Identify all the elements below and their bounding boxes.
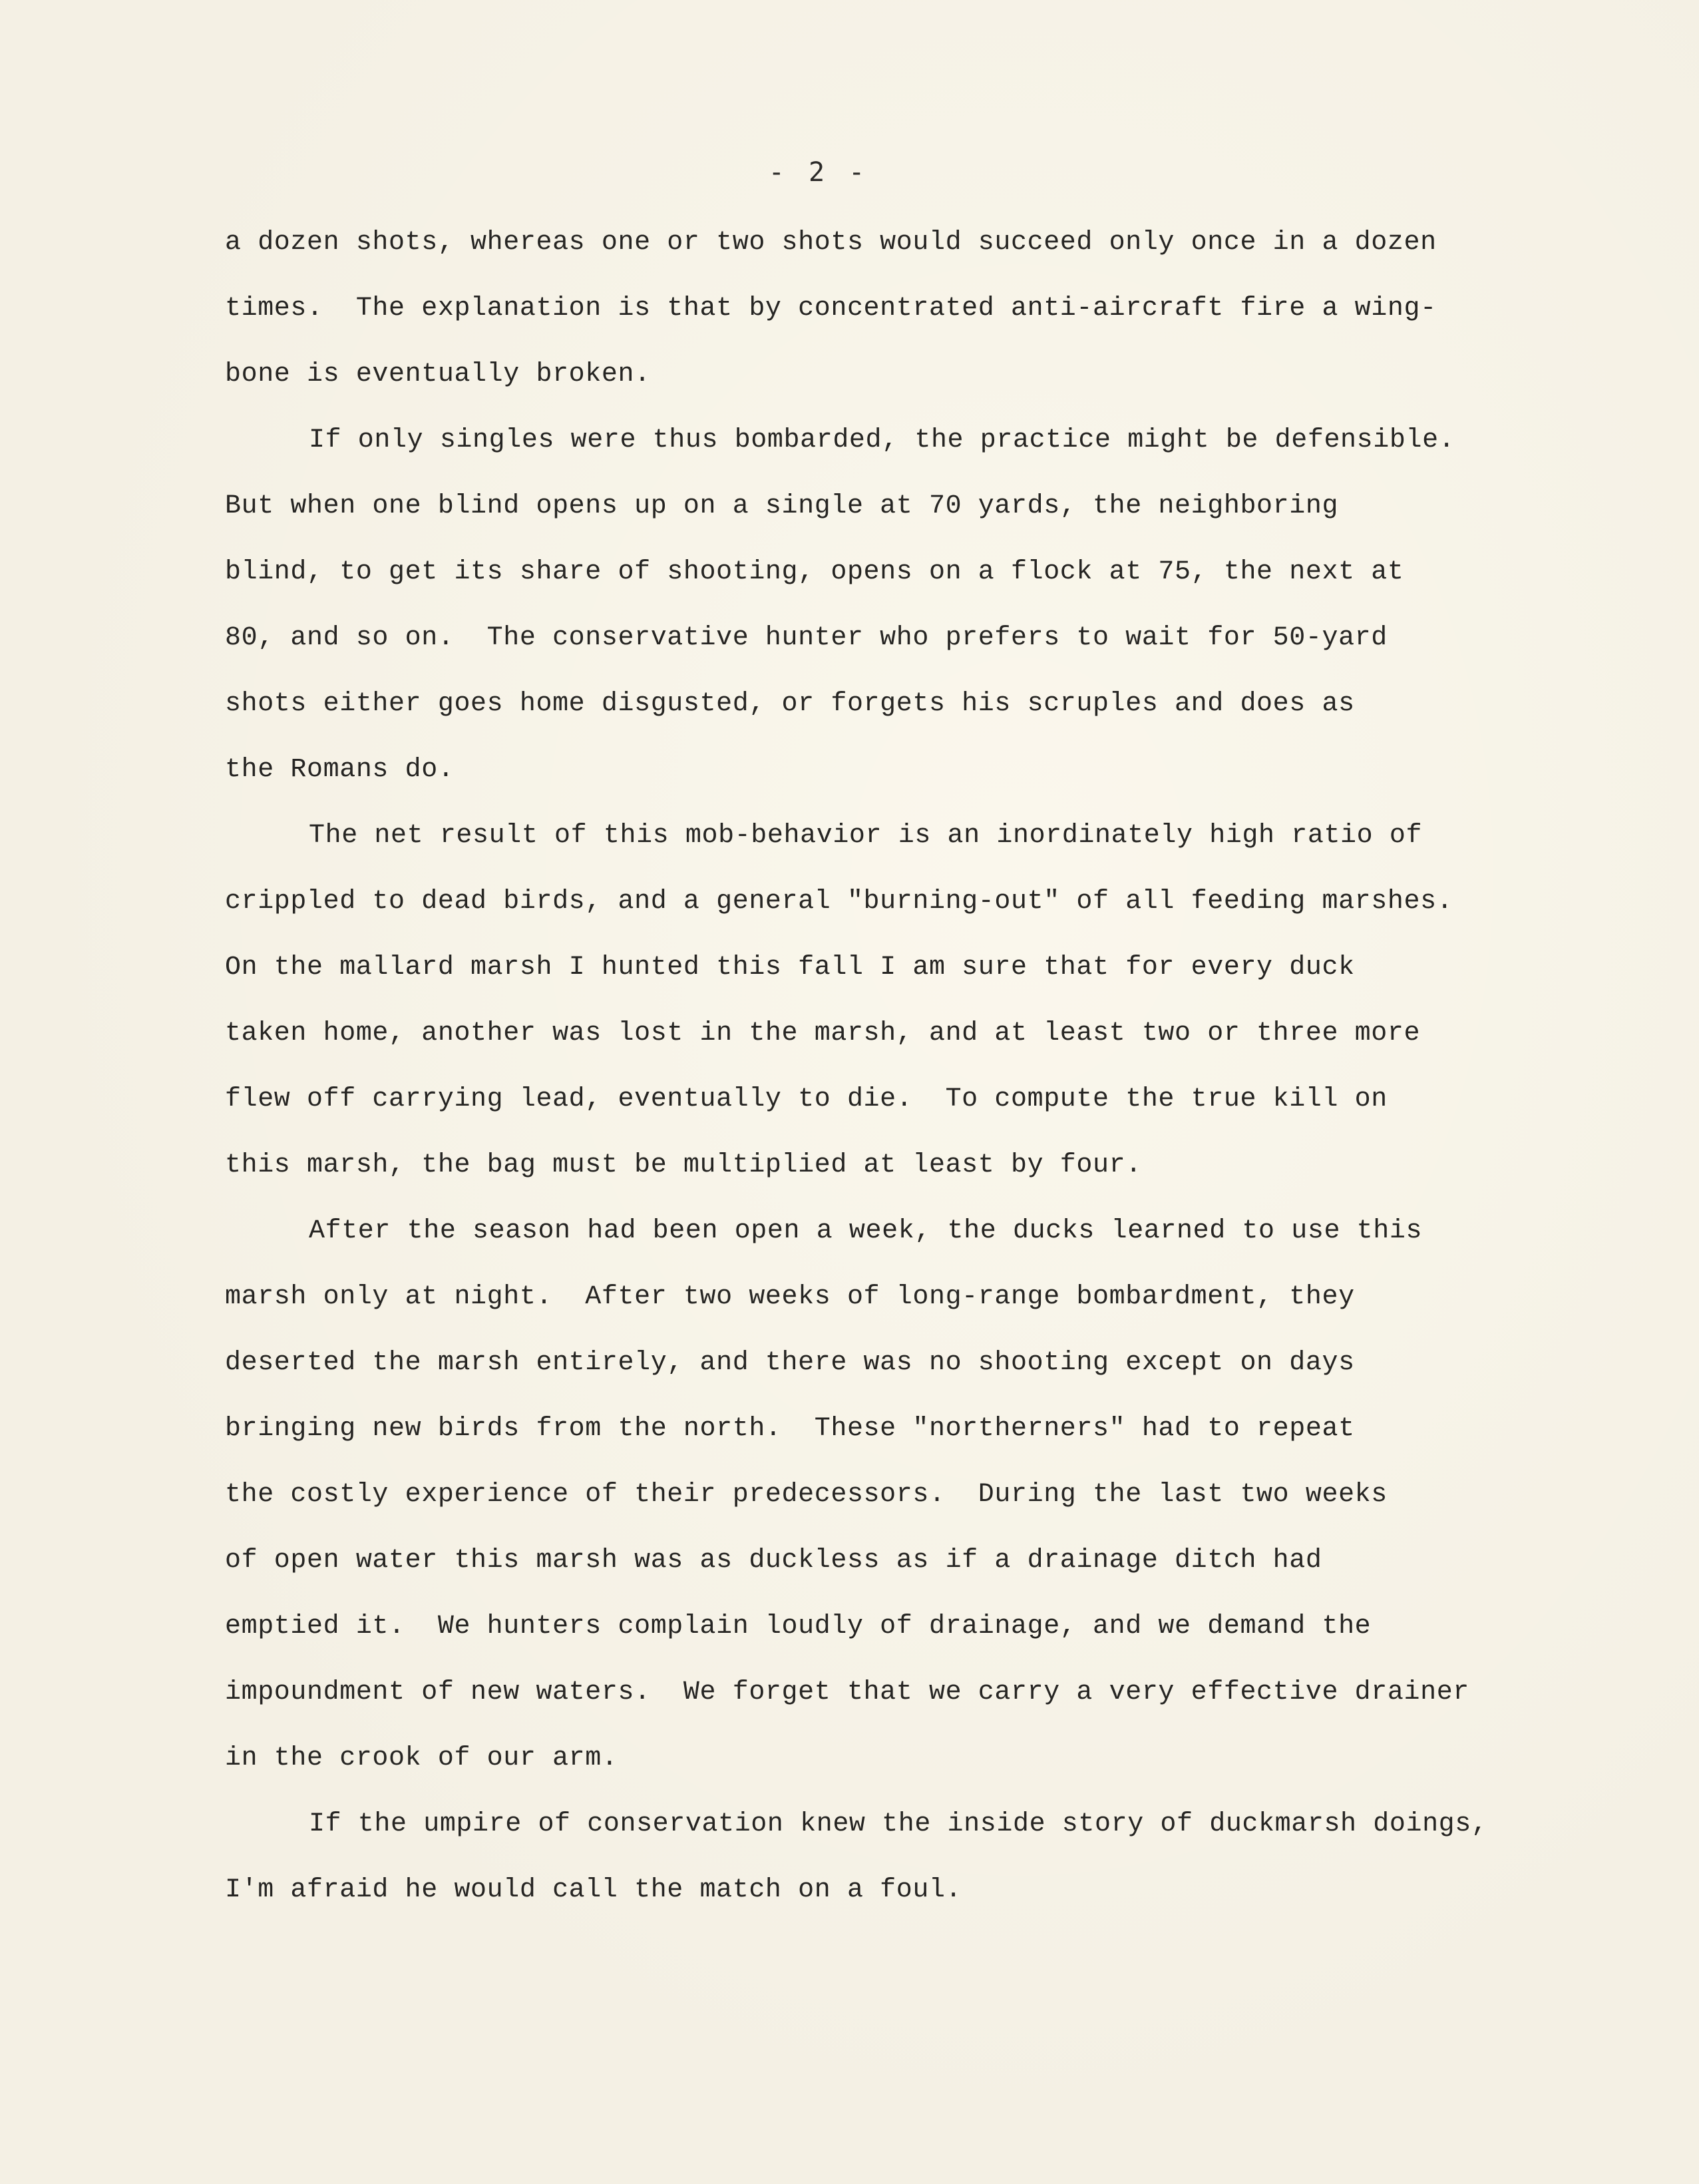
text-line: in the crook of our arm. xyxy=(225,1743,618,1773)
text-line: this marsh, the bag must be multiplied at least by four. xyxy=(225,1150,1142,1180)
body-text xyxy=(225,225,1543,1938)
text-line: impoundment of new waters. We forget that we carry a very effective drainer xyxy=(225,1677,1469,1707)
text-line: shots either goes home disgusted, or forgets his scruples and does as xyxy=(225,689,1355,719)
text-line: the costly experience of their predecessors. During the last two weeks xyxy=(225,1480,1388,1510)
text-line: bringing new birds from the north. These "northerners" had to repeat xyxy=(225,1414,1355,1444)
text-line: On the mallard marsh I hunted this fall I am sure that for every duck xyxy=(225,953,1355,983)
text-line: 80, and so on. The conservative hunter who prefers to wait for 50-yard xyxy=(225,623,1388,653)
text-line: a dozen shots, whereas one or two shots would succeed only once in a dozen xyxy=(225,228,1437,258)
text-line: crippled to dead birds, and a general "burning-out" of all feeding marshes. xyxy=(225,887,1453,917)
text-line: flew off carrying lead, eventually to die. To compute the true kill on xyxy=(225,1084,1388,1114)
text-line: of open water this marsh was as duckless as if a drainage ditch had xyxy=(225,1546,1322,1576)
text-line: the Romans do. xyxy=(225,755,455,785)
text-line: After the season had been open a week, the ducks learned to use this xyxy=(309,1216,1423,1246)
page-number: - 2 - xyxy=(768,157,869,188)
text-line: If the umpire of conservation knew the inside story of duckmarsh doings, xyxy=(309,1809,1488,1839)
text-line: taken home, another was lost in the marsh, and at least two or three more xyxy=(225,1018,1421,1048)
text-line: deserted the marsh entirely, and there was no shooting except on days xyxy=(225,1348,1355,1378)
text-line: blind, to get its share of shooting, opens on a flock at 75, the next at xyxy=(225,557,1404,587)
text-line: The net result of this mob-behavior is an inordinately high ratio of xyxy=(309,821,1423,851)
text-line: bone is eventually broken. xyxy=(225,359,651,389)
text-line: But when one blind opens up on a single at 70 yards, the neighboring xyxy=(225,491,1339,521)
text-line: marsh only at night. After two weeks of long-range bombardment, they xyxy=(225,1282,1355,1312)
text-line: times. The explanation is that by concentrated anti-aircraft fire a wing- xyxy=(225,294,1437,324)
text-line: If only singles were thus bombarded, the practice might be defensible. xyxy=(309,425,1455,455)
text-line: emptied it. We hunters complain loudly of drainage, and we demand the xyxy=(225,1612,1372,1641)
text-line: I'm afraid he would call the match on a foul. xyxy=(225,1875,962,1905)
